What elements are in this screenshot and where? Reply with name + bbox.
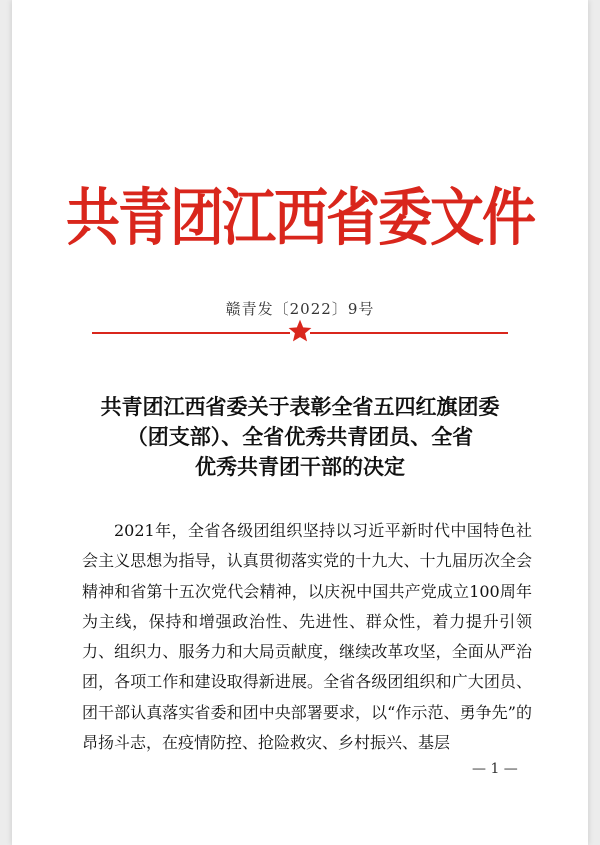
divider-left: [92, 332, 290, 334]
document-page: [12, 0, 588, 845]
body-paragraph: 2021年，全省各级团组织坚持以习近平新时代中国特色社会主义思想为指导，认真贯彻落实党的十九大、十九届历次全会精神和省第十五次党代会精神，以庆祝中国共产党成立100周年为主线，保持和增强政治性、先进性、群众性，着力提升引领力、组织力、服务力和大局贡献度，继续改革攻坚，全面从严治团，各项工作和建设取得新进展。全省各级团组织和广大团员、团干部认真落实省委和团中央部署要求，以“作示范、勇争先”的昂扬斗志，在疫情防控、抢险救灾、乡村振兴、基层: [82, 521, 532, 753]
heading-line: 共青团江西省委关于表彰全省五四红旗团委: [100, 394, 500, 419]
doc-number: 赣青发〔2022〕9号: [225, 300, 375, 318]
red-star-icon: [287, 318, 313, 344]
page-number: — 1 —: [472, 761, 518, 777]
heading-line: 优秀共青团干部的决定: [195, 454, 405, 479]
heading-line: （团支部）、全省优秀共青团员、全省: [126, 424, 474, 449]
document-heading: [12, 392, 588, 482]
divider-right: [310, 332, 508, 334]
header-title: 共青团江西省委文件: [66, 180, 534, 254]
